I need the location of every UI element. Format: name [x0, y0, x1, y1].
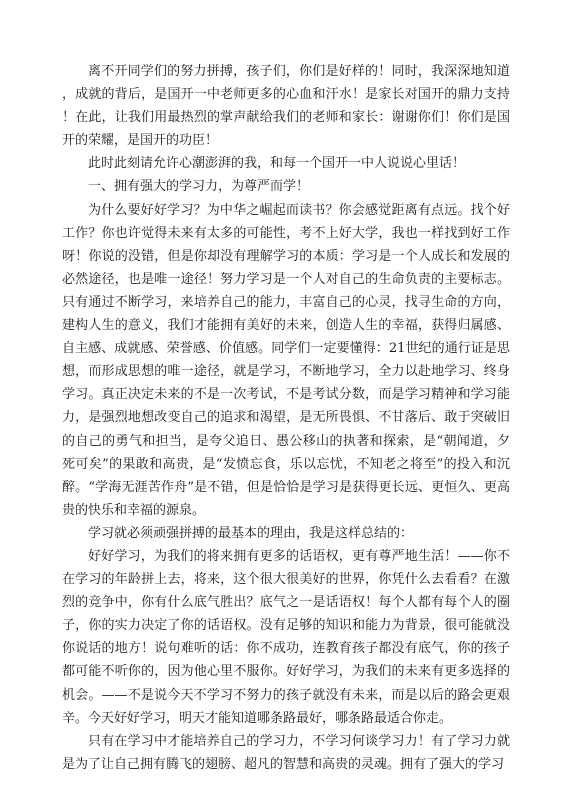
- document-body: [62, 60, 510, 776]
- section-heading-learning-power: 一、拥有强大的学习力，为尊严而学！: [88, 179, 310, 195]
- paragraph-right-to-speak: 好好学习，为我们的将来拥有更多的话语权，更有尊严地生活！——你不在学习的年龄拼上去，将来，这个很大很美好的世界，你凭什么去看看？在激烈的竞争中，你有什么底气胜出？底气之一是话语权！每个人都有每个人的圈子，你的实力决定了你的话语权。没有足够的知识和能力为背景，很可能就没你说话的地方！说句难听的话：你不成功，连教育孩子都没有底气，你的孩子都可能不听你的，因为他心里不服你。好好学习，为我们的未来有更多选择的机会。——不是说今天不学习不努力的孩子就没有未来，而是以后的路会更艰辛。今天好好学习，明天才能知道哪条路最好，哪条路最适合你走。: [62, 548, 510, 726]
- paragraph-why-study: 为什么要好好学习？为中华之崛起而读书？你会感觉距离有点远。找个好工作？你也许觉得未来有太多的可能性，考不上好大学，我也一样找到好工作呀！你说的没错，但是你却没有理解学习的本质：学习是一个人成长和发展的必然途径，也是唯一途径！努力学习是一个人对自己的生命负责的主要标志。只有通过不断学习，来培养自己的能力，丰富自己的心灵，找寻生命的方向，建构人生的意义，我们才能拥有美好的未来，创造人生的幸福，获得归属感、自主感、成就感、荣誉感、价值感。同学们一定要懂得：21世纪的通行证是思想，而形成思想的唯一途径，就是学习，不断地学习，全力以赴地学习、终身学习。真正决定未来的不是一次考试，不是考试分数，而是学习精神和学习能力，是强烈地想改变自己的追求和渴望，是无所畏惧、不甘落后、敢于突破旧的自己的勇气和担当，是夸父追日、愚公移山的执著和探索，是“朝闻道，夕死可矣”的果敢和高贵，是“发愤忘食，乐以忘忧，不知老之将至”的投入和沉醉。“学海无涯苦作舟”是不错，但是恰恰是学习是获得更长远、更恒久、更高贵的快乐和幸福的源泉。: [62, 202, 510, 518]
- paragraph-learning-power: 只有在学习中才能培养自己的学习力，不学习何谈学习力！有了学习力就是为了让自己拥有腾飞的翅膀、超凡的智慧和高贵的灵魂。拥有了强大的学习: [62, 733, 510, 772]
- paragraph-heart-words: 此时此刻请允许心潮澎湃的我，和每一个国开一中人说说心里话！: [88, 156, 466, 172]
- paragraph-achievements: 离不开同学们的努力拼搏，孩子们，你们是好样的！同时，我深深地知道，成就的背后，是国开一中老师更多的心血和汗水！是家长对国开的鼎力支持！在此，让我们用最热烈的掌声献给我们的老师和家长：谢谢你们！你们是国开的荣耀，是国开的功臣！: [62, 64, 510, 149]
- paragraph-reason-intro: 学习就必须顽强拼搏的最基本的理由，我是这样总结的：: [88, 525, 414, 541]
